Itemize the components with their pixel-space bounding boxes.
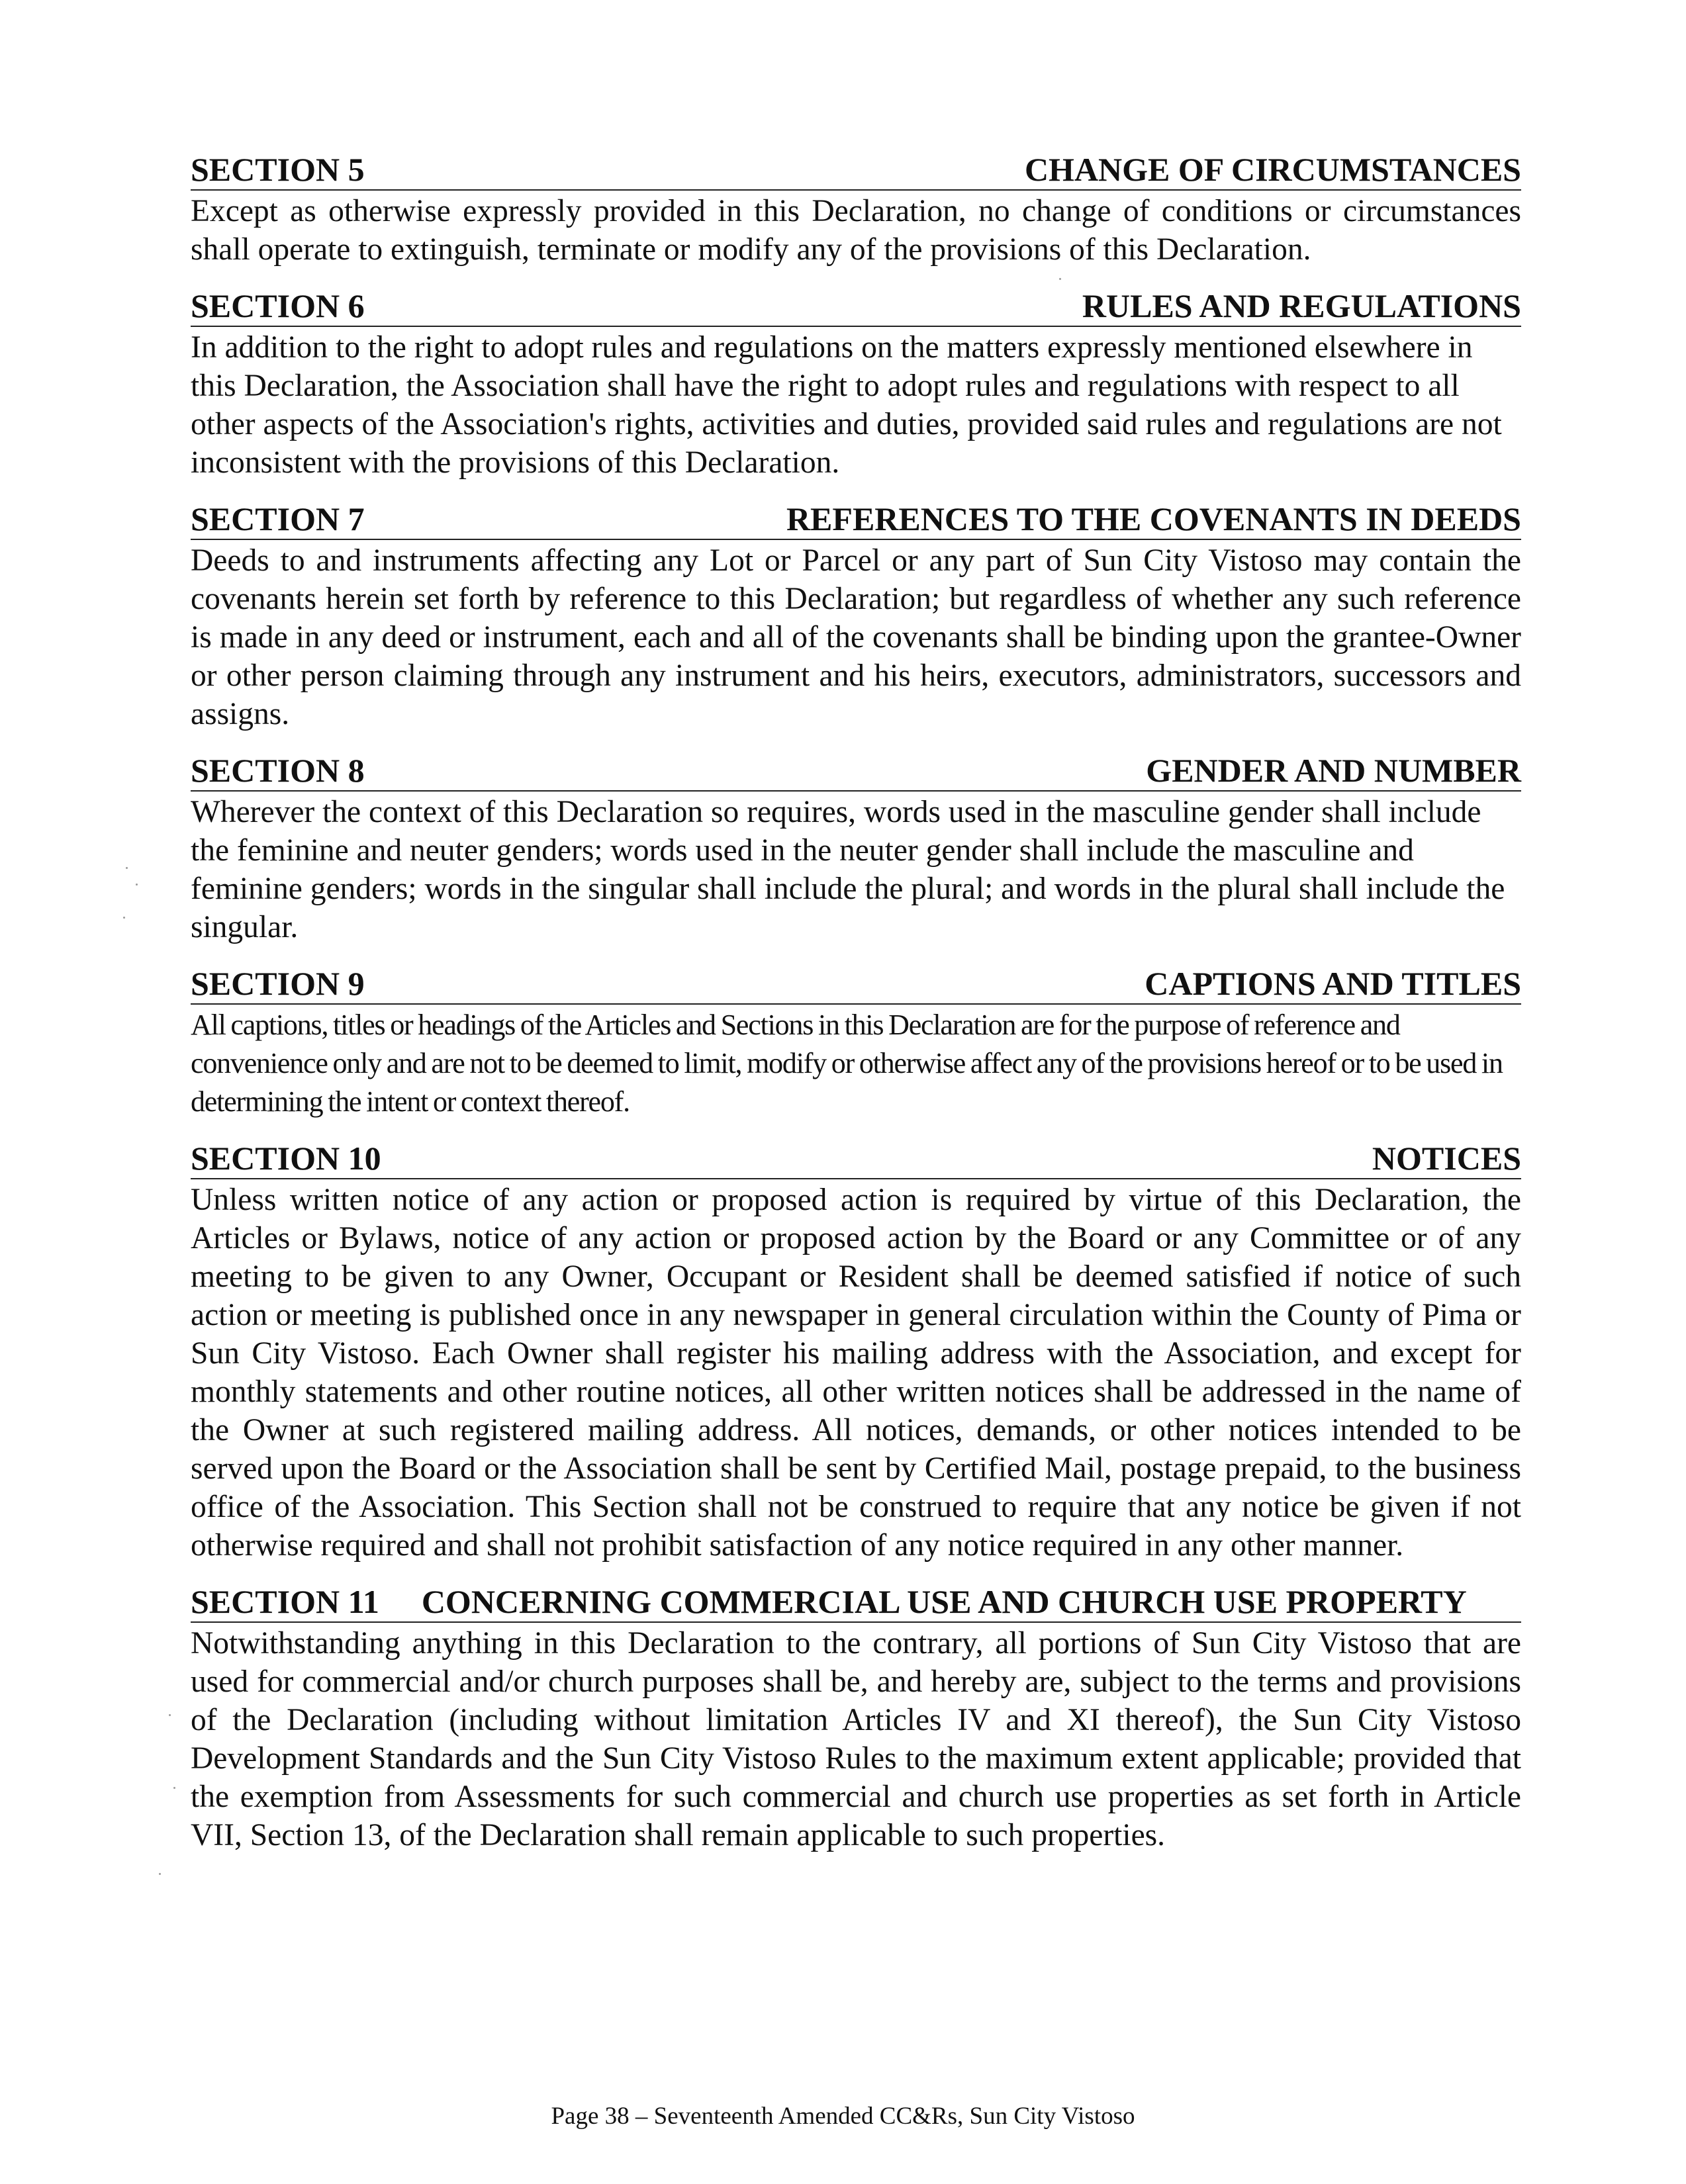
section-body: Unless written notice of any action or proposed action is required by virtue of this Declaration, the Articles or Bylaws, notice of any action or proposed action by the Board or any Committee or of any meeting to be given to any Owner, Occupant or Resident shall be deemed satisfied if notice of such action or meeting is published once in any newspaper in general circulation within the County of Pima or Sun City Vistoso. Each Owner shall register his mailing address with the Association, and except for monthly statements and other routine notices, all other written notices shall be addressed in the name of the Owner at such registered mailing address. All notices, demands, or other notices intended to be served upon the Board or the Association shall be sent by Certified Mail, postage prepaid, to the business office of the Association. This Section shall not be construed to require that any notice be given if not otherwise required and shall not prohibit satisfaction of any notice required in any other manner.	[191, 1183, 1521, 1563]
section-heading	[191, 751, 1521, 792]
section-title: GENDER AND NUMBER	[1146, 752, 1521, 789]
document-content	[191, 150, 1521, 1872]
section-heading	[191, 499, 1521, 540]
section-title: CAPTIONS AND TITLES	[1145, 965, 1521, 1002]
section-6	[191, 286, 1521, 482]
section-heading	[191, 150, 1521, 191]
section-title: CONCERNING COMMERCIAL USE AND CHURCH USE PROPERTY	[421, 1583, 1467, 1620]
section-heading	[191, 1582, 1521, 1623]
section-body: In addition to the right to adopt rules and regulations on the matters expressly mentioned elsewhere in this Declaration, the Association shall have the right to adopt rules and regulations with respect to all other aspects of the Association's rights, activities and duties, provided said rules and regulations are not inconsistent with the provisions of this Declaration.	[191, 330, 1502, 480]
section-heading	[191, 286, 1521, 327]
section-body: Except as otherwise expressly provided in this Declaration, no change of conditions or circumstances shall operate to extinguish, terminate or modify any of the provisions of this Declaration.	[191, 194, 1521, 267]
section-heading	[191, 1138, 1521, 1179]
section-body: Deeds to and instruments affecting any Lot or Parcel or any part of Sun City Vistoso may contain the covenants herein set forth by reference to this Declaration; but regardless of whether any such reference is made in any deed or instrument, each and all of the covenants shall be binding upon the grantee-Owner or other person claiming through any instrument and his heirs, executors, administrators, successors and assigns.	[191, 543, 1521, 731]
section-body: Wherever the context of this Declaration so requires, words used in the masculine gender shall include the feminine and neuter genders; words used in the neuter gender shall include the masculine and feminine genders; words in the singular shall include the plural; and words in the plural shall include the singular.	[191, 795, 1505, 944]
section-title: CHANGE OF CIRCUMSTANCES	[1024, 151, 1521, 188]
section-9	[191, 964, 1521, 1121]
section-body: Notwithstanding anything in this Declaration to the contrary, all portions of Sun City Vistoso that are used for commercial and/or church purposes shall be, and hereby are, subject to the terms and provisions of the Declaration (including without limitation Articles IV and XI thereof), the Sun City Vistoso Development Standards and the Sun City Vistoso Rules to the maximum extent applicable; provided that the exemption from Assessments for such commercial and church use properties as set forth in Article VII, Section 13, of the Declaration shall remain applicable to such properties.	[191, 1626, 1521, 1852]
page-footer: Page 38 – Seventeenth Amended CC&Rs, Sun City Vistoso	[551, 2103, 1135, 2130]
section-heading	[191, 964, 1521, 1005]
section-number: SECTION 8	[191, 752, 365, 789]
section-number: SECTION 7	[191, 500, 365, 537]
section-7	[191, 499, 1521, 733]
section-number: SECTION 9	[191, 965, 365, 1002]
section-number: SECTION 6	[191, 287, 365, 324]
section-title: RULES AND REGULATIONS	[1082, 287, 1521, 324]
section-number: SECTION 10	[191, 1140, 381, 1177]
section-body: All captions, titles or headings of the Articles and Sections in this Declaration are for the purpose of reference and convenience only and are not to be deemed to limit, modify or otherwise affect any of the provisions hereof or to be used in determining the intent or context thereof.	[191, 1009, 1503, 1118]
section-title: NOTICES	[1372, 1140, 1521, 1177]
section-11	[191, 1582, 1521, 1854]
section-title: REFERENCES TO THE COVENANTS IN DEEDS	[786, 500, 1521, 537]
section-number: SECTION 5	[191, 151, 365, 188]
section-10	[191, 1138, 1521, 1565]
section-8	[191, 751, 1521, 946]
section-number: SECTION 11	[191, 1583, 379, 1620]
section-5	[191, 150, 1521, 269]
